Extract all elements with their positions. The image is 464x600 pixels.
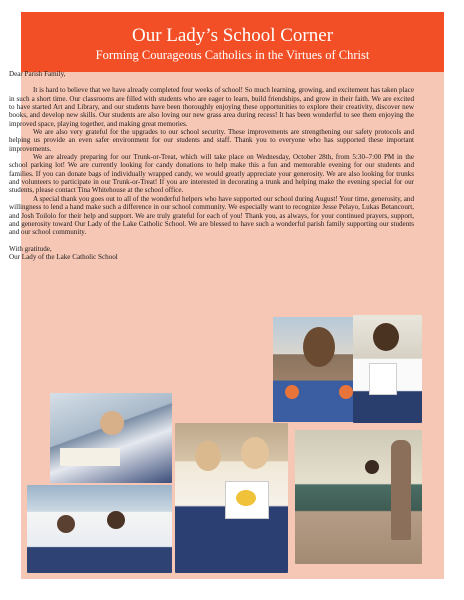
page-title: Our Lady’s School Corner: [131, 25, 334, 46]
letter-body: [9, 70, 414, 261]
letter-closing: With gratitude,: [9, 244, 52, 253]
letter-paragraph-2: We are also very grateful for the upgrades to our school security. These improvements are strengthening our safety protocols and helping us provide an even safer environment for our students and staff. Thank you to everyone who has supported these important improvements.: [9, 128, 414, 153]
photo-artwork-right: [339, 385, 353, 399]
photo-assembly-statue: [295, 430, 422, 564]
letter-paragraph-4: A special thank you goes out to all of the wonderful helpers who have supported our school during August! Your time, generosity, and willingness to lend a hand make such a difference in our school community. We especially want to recognize Jesse Pelayo, Lukas Betancourt, and Josh Toilolo for their help and support. We are truly grateful for each of you! Thank you, as always, for your continued prayers, support, and generosity toward Our Lady of the Lake Catholic School. We are blessed to have such a wonderful parish family supporting our students and our school community.: [9, 194, 414, 237]
photo-paper: [369, 363, 397, 395]
photo-classroom-painting: [50, 393, 172, 483]
letter-signature: Our Lady of the Lake Catholic School: [9, 252, 118, 261]
letter-paragraph-3: We are already preparing for our Trunk-or-Treat, which will take place on Wednesday, October 28th, from 5:30–7:00 PM in the school parking lot! We are currently looking for candy donations to help make this a fun and memorable evening for our students and families. If you can donate bags of individually wrapped candy, we would greatly appreciate your generosity. We are also looking for trunks and volunteers to participate in our Trunk-or-Treat! If you are interested in decorating a trunk and helping make the evening special for our students, please contact Tina Whitehouse at the school office.: [9, 153, 414, 195]
photo-figure-head: [373, 323, 399, 351]
photo-two-students-artwork: [175, 423, 288, 573]
photo-student-with-artwork: [273, 317, 365, 422]
photo-figure-head: [195, 441, 221, 471]
photo-artwork: [225, 481, 269, 519]
header-banner: [21, 12, 444, 72]
photo-figure-head: [365, 460, 379, 474]
photo-classroom-students: [27, 485, 172, 573]
photo-table: [60, 448, 120, 466]
page-subtitle: Forming Courageous Catholics in the Virtues of Christ: [95, 48, 370, 62]
photo-figure-head: [107, 511, 125, 529]
photo-figure-head: [241, 437, 269, 469]
photo-figure-head: [303, 327, 335, 367]
photo-artwork-left: [285, 385, 299, 399]
photo-figure-head: [100, 411, 124, 435]
letter-paragraph-1: It is hard to believe that we have already completed four weeks of school! So much learning, growing, and excitement has taken place in such a short time. Our classrooms are filled with students who are eager to learn, build friendships, and grow in their faith. We are excited to have started Art and Library, and our students have been thoroughly enjoying these opportunities to explore their creativity, discover new books, and develop new skills. Our students are also loving our new grass area during recess! It has been wonderful to see them enjoying the improved space, playing together, and making great memories.: [9, 86, 414, 128]
photo-artwork-paint: [236, 490, 256, 506]
letter-greeting: Dear Parish Family,: [9, 70, 66, 78]
photo-student-holding-paper: [353, 315, 422, 423]
photo-figure-head: [57, 515, 75, 533]
photo-statue: [391, 440, 411, 540]
